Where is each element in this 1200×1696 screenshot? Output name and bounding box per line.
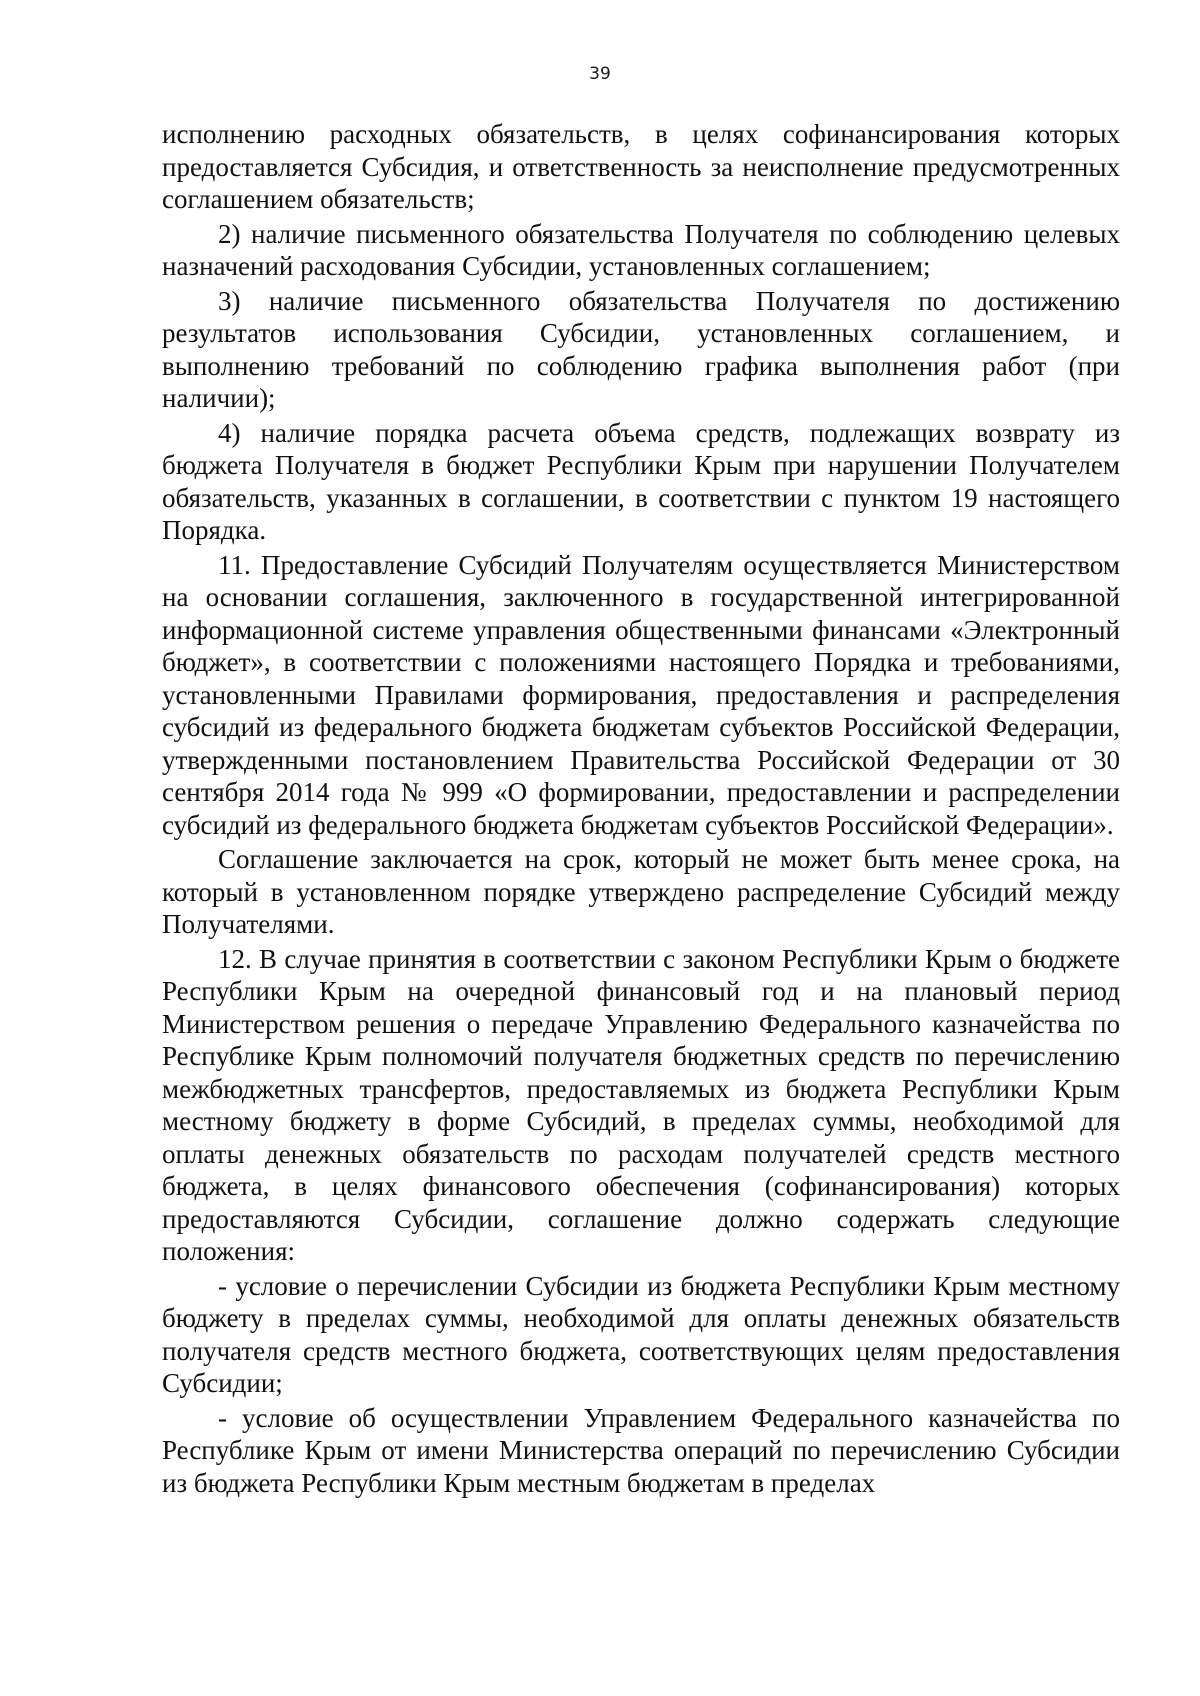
paragraph-condition-treasury: - условие об осуществлении Управлением Федерального казначейства по Республике Крым от имени Министерства операций по перечислению Субсидии из бюджета Республики Крым местным бюджетам в пределах: [162, 1402, 1120, 1498]
paragraph-item-4: 4) наличие порядка расчета объема средств, подлежащих возврату из бюджета Получателя в бюджет Республики Крым при нарушении Получателем обязательств, указанных в соглашении, в соответствии с пунктом 19 настоящего Порядка.: [162, 417, 1120, 545]
document-body: [162, 118, 1120, 1499]
paragraph-agreement-term: Соглашение заключается на срок, который не может быть менее срока, на который в установленном порядке утверждено распределение Субсидий между Получателями.: [162, 844, 1120, 939]
paragraph-continuation: исполнению расходных обязательств, в целях софинансирования которых предоставляется Субсидия, и ответственность за неисполнение предусмотренных соглашением обязательств;: [162, 119, 1120, 214]
paragraph-clause-12: 12. В случае принятия в соответствии с законом Республики Крым о бюджете Республики Крым на очередной финансовый год и на плановый период Министерством решения о передаче Управлению Федерального казначейства по Республике Крым полномочий получателя бюджетных средств по перечислению межбюджетных трансфертов, предоставляемых из бюджета Республики Крым местному бюджету в форме Субсидий, в пределах суммы, необходимой для оплаты денежных обязательств по расходам получателей средств местного бюджета, в целях финансового обеспечения (софинансирования) которых предоставляются Субсидии, соглашение должно содержать следующие положения:: [162, 943, 1120, 1266]
page-number: 39: [589, 64, 611, 84]
paragraph-item-2: 2) наличие письменного обязательства Получателя по соблюдению целевых назначений расходования Субсидии, установленных соглашением;: [162, 218, 1120, 281]
paragraph-item-3: 3) наличие письменного обязательства Получателя по достижению результатов использования Субсидии, установленных соглашением, и выполнению требований по соблюдению графика выполнения работ (при наличии);: [162, 285, 1120, 413]
paragraph-condition-transfer: - условие о перечислении Субсидии из бюджета Республики Крым местному бюджету в пределах суммы, необходимой для оплаты денежных обязательств получателя средств местного бюджета, соответствующих целям предоставления Субсидии;: [162, 1270, 1120, 1398]
paragraph-clause-11: 11. Предоставление Субсидий Получателям осуществляется Министерством на основании соглашения, заключенного в государственной интегрированной информационной системе управления общественными финансами «Электронный бюджет», в соответствии с положениями настоящего Порядка и требованиями, установленными Правилами формирования, предоставления и распределения субсидий из федерального бюджета бюджетам субъектов Российской Федерации, утвержденными постановлением Правительства Российской Федерации от 30 сентября 2014 года № 999 «О формировании, предоставлении и распределении субсидий из федерального бюджета бюджетам субъектов Российской Федерации».: [162, 549, 1120, 840]
